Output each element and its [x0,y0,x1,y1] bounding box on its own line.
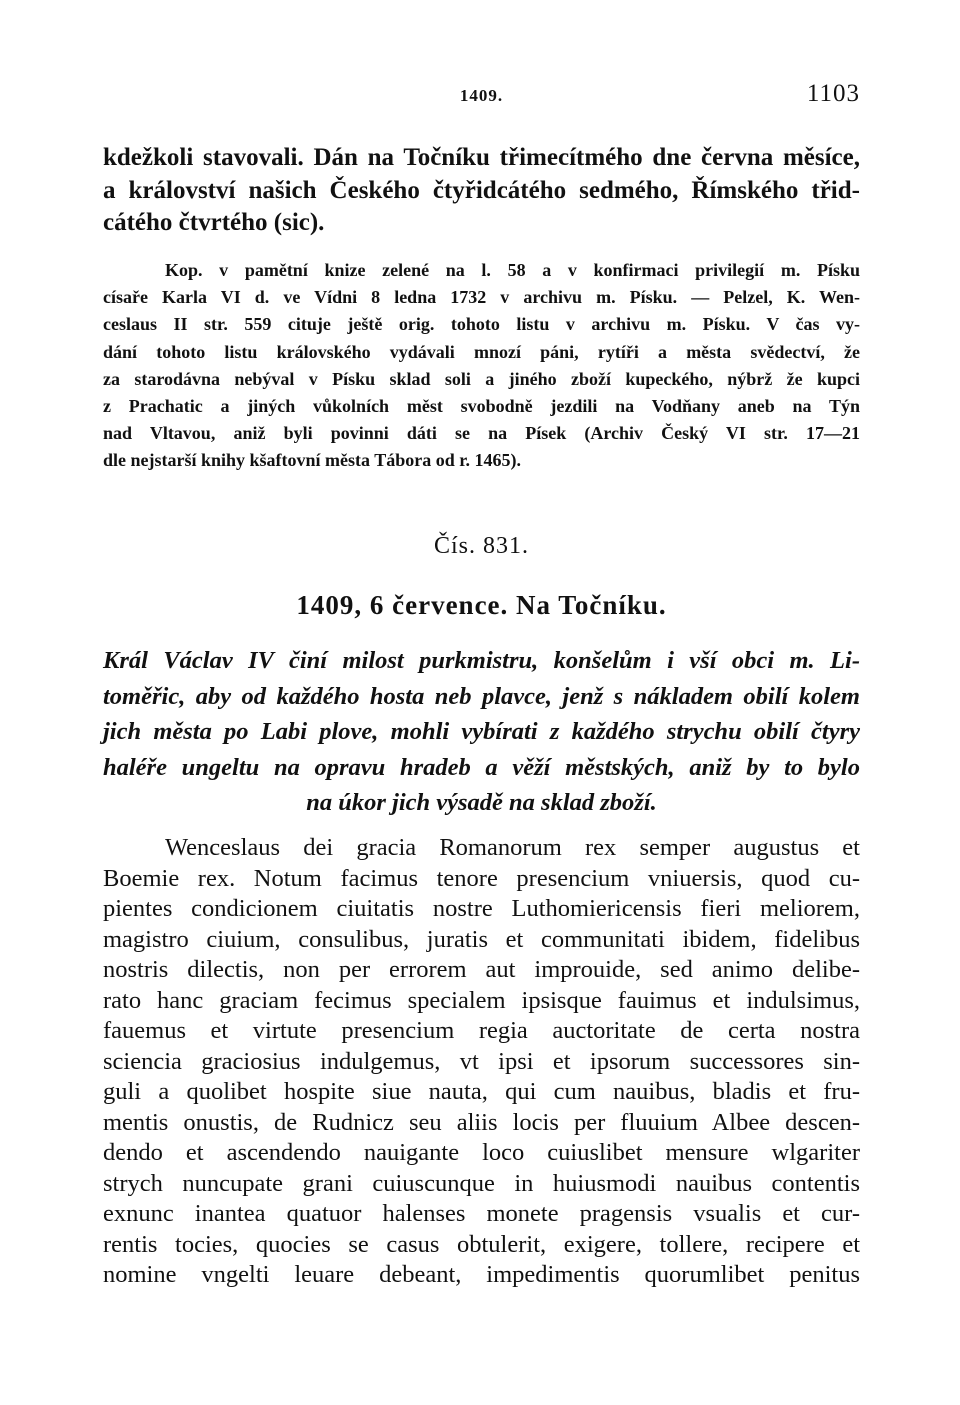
note-line: císaře Karla VI d. ve Vídni 8 ledna 1732 v archivu m. Písku. — Pelzel, K. Wen- [103,287,860,308]
charter-line: rato hanc graciam fecimus specialem ipsisque fauimus et indulsimus, [103,986,860,1014]
charter-text [103,833,860,1291]
regest-line: jich města po Labi plove, mohli vybírati z každého strychu obilí čtyry [103,718,860,746]
charter-line: exnunc inantea quatuor halenses monete pragensis vsualis et cur- [103,1200,860,1227]
page-number: 1103 [806,80,860,107]
text-line: kdežkoli stavovali. Dán na Točníku třimecítmého dne června měsíce, [103,144,860,171]
regest-line: toměřic, aby od každého hosta neb plavce, jenž s nákladem obilí kolem [103,682,860,710]
note-line: nad Vltavou, aniž byli povinni dáti se na Písek (Archiv Český VI str. 17—21 [103,423,860,444]
charter-line: dendo et ascendendo nauigante loco cuiuslibet mensure wlgariter [103,1139,860,1166]
note-line: za starodávna nebýval v Písku sklad soli a jiného zboží kupeckého, nýbrž že kupci [103,368,860,389]
note-line: dle nejstarší knihy kšaftovní města Tábora od r. 1465). [103,450,522,471]
editorial-note [103,257,860,475]
text-line: cátého čtvrtého (sic). [103,209,325,236]
charter-line: strych nuncupate grani cuiuscunque in huiusmodi nauibus contentis [103,1169,860,1197]
note-line: Kop. v pamětní knize zelené na l. 58 a v konfirmaci privilegií m. Písku [165,260,860,280]
document-number: Čís. 831. [433,533,529,559]
regest-summary [103,643,860,821]
charter-line: Boemie rex. Notum facimus tenore presencium vniuersis, quod cu- [103,864,860,892]
text-line: a království našich Českého čtyřidcátého sedmého, Římského třid- [103,176,860,204]
charter-line: fauemus et virtute presencium regia auctoritate de certa nostra [103,1017,860,1044]
charter-line: magistro ciuium, consulibus, juratis et communitati ibidem, fidelibus [103,925,860,953]
charter-line: mentis onustis, de Rudnicz seu aliis locis per fluuium Albee descen- [103,1108,860,1136]
charter-line: Wenceslaus dei gracia Romanorum rex semper augustus et [165,834,860,861]
charter-line: nostris dilectis, non per errorem aut improuide, sed animo delibe- [103,956,860,983]
note-line: z Prachatic a jiných vůkolních měst svobodně jezdili na Vodňany aneb na Týn [103,396,860,417]
running-head-year: 1409. [459,86,504,105]
note-line: dání tohoto listu královského vydávali mnozí páni, rytíři a města svědectví, že [103,341,860,362]
charter-line: rentis tocies, quocies se casus obtulerit, exigere, tollere, recipere et [103,1230,860,1258]
document-heading: 1409, 6 července. Na Točníku. [296,590,667,620]
charter-line: nomine vngelti leuare debeant, impedimentis quorumlibet penitus [103,1261,860,1288]
regest-line: Král Václav IV činí milost purkmistru, konšelům i vší obci m. Li- [103,647,860,674]
previous-document-ending [103,142,860,240]
note-line: ceslaus II str. 559 cituje ještě orig. tohoto listu v archivu m. Písku. V čas vy- [103,314,860,335]
regest-line: haléře ungeltu na opravu hradeb a věží městských, aniž by to bylo [103,753,860,781]
charter-line: sciencia graciosius indulgemus, vt ipsi et ipsorum successores sin- [103,1047,860,1075]
regest-line: na úkor jich výsadě na sklad zboží. [306,789,657,817]
charter-line: guli a quolibet hospite siue nauta, qui cum nauibus, bladis et fru- [103,1078,860,1105]
page-header [103,78,860,114]
charter-line: pientes condicionem ciuitatis nostre Luthomiericensis fieri meliorem, [103,895,860,922]
